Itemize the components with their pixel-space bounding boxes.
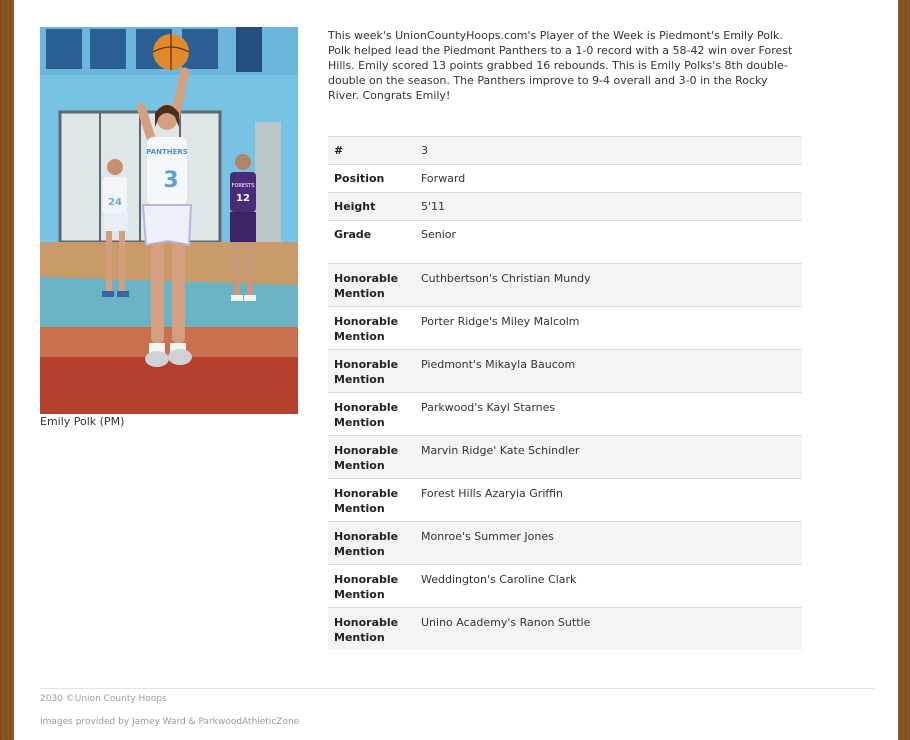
- jersey-number-right: 12: [236, 193, 250, 204]
- table-row: [328, 350, 802, 393]
- table-row: [328, 522, 802, 565]
- mention-value: Weddington's Caroline Clark: [415, 565, 802, 608]
- stat-label: Position: [328, 165, 415, 193]
- table-row: [328, 608, 802, 651]
- table-row: [328, 565, 802, 608]
- table-row: [328, 137, 802, 165]
- table-row: [328, 436, 802, 479]
- player-photo: [40, 27, 298, 414]
- footer-divider: [40, 688, 874, 689]
- stat-value: Senior: [415, 221, 802, 249]
- table-row: [328, 479, 802, 522]
- table-row: [328, 393, 802, 436]
- jersey-number-left: 24: [108, 197, 122, 208]
- photo-caption: Emily Polk (PM): [40, 415, 125, 428]
- jersey-number-front: 3: [163, 168, 179, 193]
- table-row: [328, 264, 802, 307]
- player-stats-table: [328, 136, 802, 248]
- stat-label: Grade: [328, 221, 415, 249]
- table-row: [328, 307, 802, 350]
- mention-value: Forest Hills Azaryia Griffin: [415, 479, 802, 522]
- mention-value: Marvin Ridge' Kate Schindler: [415, 436, 802, 479]
- player-of-week-blurb: This week's UnionCountyHoops.com's Player of the Week is Piedmont's Emily Polk. Polk helped lead the Piedmont Panthers to a 1-0 record with a 58-42 win over Forest Hills. Emily scored 13 points grabbed 16 rebounds. This is Emily Polks's 8th double-double on the season. The Panthers improve to 9-4 overall and 3-0 in the Rocky River. Congrats Emily!: [328, 29, 793, 102]
- mention-label: Honorable Mention: [328, 307, 415, 350]
- table-row: [328, 165, 802, 193]
- table-row: [328, 193, 802, 221]
- mention-label: Honorable Mention: [328, 350, 415, 393]
- mention-label: Honorable Mention: [328, 522, 415, 565]
- footer-credits: Images provided by Jamey Ward & ParkwoodAthleticZone: [40, 717, 300, 727]
- footer-copyright: 2030 ©Union County Hoops: [40, 694, 167, 704]
- mention-label: Honorable Mention: [328, 608, 415, 651]
- stat-value: 3: [415, 137, 802, 165]
- jersey-team-front: PANTHERS: [146, 148, 188, 156]
- jersey-team-right: FORESTS: [231, 183, 255, 189]
- stat-value: Forward: [415, 165, 802, 193]
- mention-value: Porter Ridge's Miley Malcolm: [415, 307, 802, 350]
- table-row: [328, 221, 802, 249]
- mention-label: Honorable Mention: [328, 565, 415, 608]
- stat-label: Height: [328, 193, 415, 221]
- content-page: [14, 0, 898, 740]
- mention-value: Unino Academy's Ranon Suttle: [415, 608, 802, 651]
- stat-value: 5'11: [415, 193, 802, 221]
- mention-label: Honorable Mention: [328, 479, 415, 522]
- stat-label: #: [328, 137, 415, 165]
- player-photo-illustration: [40, 27, 298, 414]
- mention-value: Piedmont's Mikayla Baucom: [415, 350, 802, 393]
- mention-label: Honorable Mention: [328, 393, 415, 436]
- mention-value: Parkwood's Kayl Starnes: [415, 393, 802, 436]
- mention-label: Honorable Mention: [328, 436, 415, 479]
- mention-label: Honorable Mention: [328, 264, 415, 307]
- honorable-mentions-table: [328, 263, 802, 650]
- mention-value: Cuthbertson's Christian Mundy: [415, 264, 802, 307]
- mention-value: Monroe's Summer Jones: [415, 522, 802, 565]
